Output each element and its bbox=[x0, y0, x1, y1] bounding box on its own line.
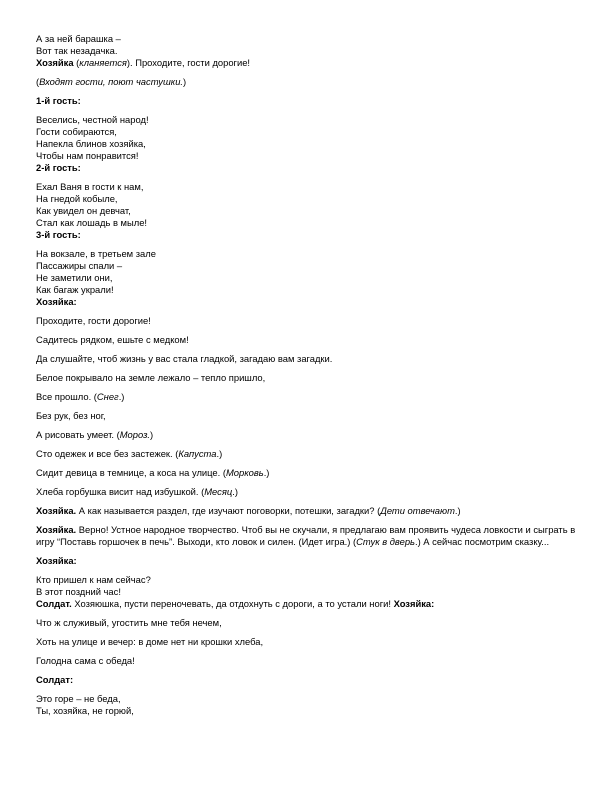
speaker-name: Хозяйка: bbox=[393, 598, 435, 609]
speaker-label: 3-й гость: bbox=[36, 229, 81, 240]
host-line: Садитесь рядком, ешьте с медком! bbox=[36, 334, 189, 345]
speaker-label: 2-й гость: bbox=[36, 162, 81, 173]
riddle-answer: Морковь bbox=[225, 467, 264, 478]
riddle-line: Все прошло. (Снег.) bbox=[36, 391, 125, 402]
host-line: Да слушайте, чтоб жизнь у вас стала гладкой, загадаю вам загадки. bbox=[36, 353, 333, 364]
speaker-name: Хозяйка. bbox=[36, 505, 77, 516]
stage-direction: Стук в дверь bbox=[356, 536, 415, 547]
speaker-name: Хозяйка. bbox=[36, 524, 77, 535]
stage-direction: кланяется bbox=[79, 57, 127, 68]
verse-line: Чтобы нам понравится! bbox=[36, 150, 139, 161]
speaker-label: 1-й гость: bbox=[36, 95, 81, 106]
verse-line: В этот поздний час! bbox=[36, 586, 121, 597]
verse-line: На гнедой кобыле, bbox=[36, 193, 118, 204]
verse-line: На вокзале, в третьем зале bbox=[36, 248, 156, 259]
document-page bbox=[36, 33, 581, 717]
verse-line: Веселись, честной народ! bbox=[36, 114, 149, 125]
stage-direction: Входят гости, поют частушки. bbox=[39, 76, 184, 87]
verse-line: Пассажиры спали – bbox=[36, 260, 123, 271]
riddle-answer: Месяц bbox=[204, 486, 233, 497]
riddle-answer: Капуста bbox=[178, 448, 217, 459]
host-line: Голодна сама с обеда! bbox=[36, 655, 135, 666]
riddle-line: А рисовать умеет. (Мороз.) bbox=[36, 429, 154, 440]
verse-line: Это горе – не беда, bbox=[36, 693, 121, 704]
host-line: Хоть на улице и вечер: в доме нет ни крошки хлеба, bbox=[36, 636, 264, 647]
speaker-name: Солдат. bbox=[36, 598, 72, 609]
verse-line: Гости собираются, bbox=[36, 126, 117, 137]
speaker-label: Хозяйка: bbox=[36, 296, 77, 307]
riddle-line: Сидит девица в темнице, а коса на улице. (Морковь.) bbox=[36, 467, 270, 478]
verse-line: А за ней барашка – bbox=[36, 33, 121, 44]
soldier-line: Солдат. Хозяюшка, пусти переночевать, да отдохнуть с дороги, а то устали ноги! Хозяйка: bbox=[36, 598, 435, 609]
stage-direction: Дети отвечают bbox=[380, 505, 455, 516]
riddle-answer: Снег bbox=[96, 391, 119, 402]
verse-line: Напекла блинов хозяйка, bbox=[36, 138, 146, 149]
verse-line: Стал как лошадь в мыле! bbox=[36, 217, 148, 228]
speaker-label: Хозяйка: bbox=[36, 555, 77, 566]
riddle-line: Сто одежек и все без застежек. (Капуста.) bbox=[36, 448, 223, 459]
host-line: Белое покрывало на земле лежало – тепло пришло, bbox=[36, 372, 266, 383]
riddle-line: Хлеба горбушка висит над избушкой. (Месяц.) bbox=[36, 486, 238, 497]
verse-line: Не заметили они, bbox=[36, 272, 113, 283]
stage-direction-paragraph: (Входят гости, поют частушки.) bbox=[36, 76, 187, 87]
speaker-label: Солдат: bbox=[36, 674, 74, 685]
verse-line: Ехал Ваня в гости к нам, bbox=[36, 181, 144, 192]
host-paragraph: Хозяйка. А как называется раздел, где изучают поговорки, потешки, загадки? (Дети отвечают.) bbox=[36, 505, 461, 516]
host-line: Что ж служивый, угостить мне тебя нечем, bbox=[36, 617, 222, 628]
verse-line: Ты, хозяйка, не горюй, bbox=[36, 705, 134, 716]
host-line: Проходите, гости дорогие! bbox=[36, 315, 151, 326]
verse-line: Кто пришел к нам сейчас? bbox=[36, 574, 151, 585]
host-paragraph: Хозяйка. Верно! Устное народное творчество. Чтоб вы не скучали, я предлагаю вам проявить чудеса ловкости и сыграть в игру “Поставь горшочек в печь”. Выходи, кто ловок и силен. (Идет игра.) (Стук в дверь.) А сейчас посмотрим сказку... bbox=[36, 524, 576, 547]
host-line: Хозяйка (кланяется). Проходите, гости дорогие! bbox=[36, 57, 251, 68]
verse-line: Вот так незадачка. bbox=[36, 45, 118, 56]
riddle-line: Без рук, без ног, bbox=[36, 410, 106, 421]
verse-line: Как увидел он девчат, bbox=[36, 205, 131, 216]
speaker-name: Хозяйка bbox=[36, 57, 74, 68]
verse-line: Как багаж украли! bbox=[36, 284, 114, 295]
riddle-answer: Мороз. bbox=[119, 429, 151, 440]
